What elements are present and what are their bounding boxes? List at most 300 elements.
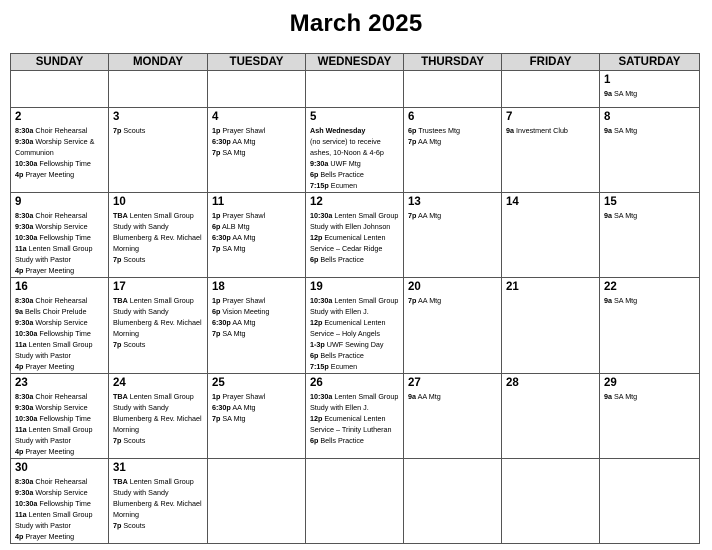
day-number: 8 [604,111,611,123]
event-time: 8:30a [15,477,34,486]
event-time: 9:30a [15,403,34,412]
day-cell [306,108,404,193]
empty-day-cell [404,71,502,108]
event-text: SA Mtg [614,296,638,305]
day-cell [11,278,109,374]
event-text: Choir Rehearsal [35,211,88,220]
event-text: Investment Club [516,126,568,135]
event-time: 1p [212,126,221,135]
event-text: Bells Practice [320,170,364,179]
event-text: SA Mtg [614,211,638,220]
event-item [212,295,301,306]
event-time: 7:15p [310,181,329,190]
event-item [113,254,203,265]
event-time: 7p [212,414,221,423]
weekday-header: THURSDAY [404,54,502,71]
event-time: 9a [604,296,612,305]
event-text: Fellowship Time [39,414,91,423]
event-time: 11a [15,244,27,253]
event-item [408,391,497,402]
event-item [604,210,695,221]
event-text: SA Mtg [222,148,246,157]
event-text: Lenten Small Group Study with Pastor [15,340,93,360]
day-number: 9 [15,196,22,208]
event-time: 6p [310,436,319,445]
event-text: Prayer Meeting [25,170,75,179]
event-time: 7p [408,137,417,146]
event-time: 9a [408,392,416,401]
event-text: AA Mtg [418,137,442,146]
event-item [212,243,301,254]
event-text: (no service) to receive ashes, 10-Noon & 4-6p [310,137,384,157]
event-item [15,446,104,457]
event-text: Trustees Mtg [418,126,460,135]
event-time: 6p [310,170,319,179]
day-number: 13 [408,196,421,208]
day-number: 20 [408,281,421,293]
event-text: ALB Mtg [222,222,250,231]
event-text: Ecumen [330,362,358,371]
event-item [604,125,695,136]
event-time: 6p [408,126,417,135]
empty-day-cell [502,71,600,108]
event-time: 9:30a [310,159,329,168]
day-number: 18 [212,281,225,293]
event-item [15,328,104,339]
day-number: 19 [310,281,323,293]
event-text: Worship Service & Communion [15,137,95,157]
event-item [310,435,399,446]
event-text: Choir Rehearsal [35,296,88,305]
event-item [604,88,695,99]
empty-day-cell [306,71,404,108]
event-text: AA Mtg [232,137,256,146]
event-item [310,391,399,413]
event-item [310,254,399,265]
event-text: Choir Rehearsal [35,392,88,401]
event-time: TBA [113,296,128,305]
day-cell [11,108,109,193]
event-item [212,221,301,232]
event-text: Lenten Small Group Study with Ellen J. [310,392,399,412]
day-cell [208,374,306,459]
event-item [212,232,301,243]
empty-day-cell [404,459,502,544]
event-time: 10:30a [15,499,38,508]
empty-day-cell [208,71,306,108]
day-number: 11 [212,196,225,208]
event-time: 6p [212,307,221,316]
event-item [15,413,104,424]
day-number: 10 [113,196,126,208]
day-number: 27 [408,377,421,389]
event-item [15,391,104,402]
event-item [113,391,203,435]
event-item [212,402,301,413]
event-time: 6p [310,351,319,360]
week-row [11,278,700,374]
event-item [113,435,203,446]
event-text: Lenten Small Group Study with Sandy Blumenberg & Rev. Michael Morning [113,211,202,253]
event-text: Scouts [123,521,146,530]
event-item [15,265,104,276]
day-number: 28 [506,377,519,389]
event-item [113,339,203,350]
event-item [310,158,399,169]
event-item [604,391,695,402]
day-number: 29 [604,377,617,389]
week-row [11,193,700,278]
event-time: 6:30p [212,137,231,146]
event-text: Lenten Small Group Study with Sandy Blumenberg & Rev. Michael Morning [113,392,202,434]
day-number: 3 [113,111,120,123]
event-item [310,232,399,254]
day-number: 26 [310,377,323,389]
empty-day-cell [208,459,306,544]
day-number: 14 [506,196,519,208]
event-time: 7p [212,329,221,338]
day-cell [11,193,109,278]
day-cell [11,459,109,544]
calendar-title: March 2025 [289,10,423,37]
event-time: 6:30p [212,233,231,242]
day-number: 1 [604,74,611,86]
event-text: Prayer Shawl [222,392,266,401]
event-time: 7p [408,211,417,220]
event-item [310,180,399,191]
event-item [113,520,203,531]
event-text: AA Mtg [418,296,442,305]
event-time: 7p [113,340,122,349]
event-item [310,136,399,158]
event-item [15,295,104,306]
day-number: 24 [113,377,126,389]
day-number: 4 [212,111,219,123]
week-row [11,71,700,108]
event-text: Prayer Shawl [222,126,266,135]
event-time: 10:30a [310,211,333,220]
day-number: 30 [15,462,28,474]
event-time: 7p [113,126,122,135]
day-number: 5 [310,111,317,123]
event-item [15,136,104,158]
event-time: 11a [15,510,27,519]
event-time: 8:30a [15,126,34,135]
event-time: 7p [212,244,221,253]
event-item [113,295,203,339]
day-cell [208,278,306,374]
event-text: Lenten Small Group Study with Ellen J. [310,296,399,316]
event-text: Bells Choir Prelude [25,307,87,316]
event-item [408,210,497,221]
event-item [506,125,595,136]
event-time: TBA [113,211,128,220]
event-item [604,295,695,306]
empty-day-cell [11,71,109,108]
event-item [15,210,104,221]
event-text: AA Mtg [417,392,441,401]
weekday-header: FRIDAY [502,54,600,71]
event-item [15,158,104,169]
event-time: 7:15p [310,362,329,371]
event-time: 9:30a [15,222,34,231]
event-time: 10:30a [15,159,38,168]
event-item [212,413,301,424]
event-time: 6:30p [212,318,231,327]
event-time: Ash Wednesday [310,126,366,135]
event-time: 7p [408,296,417,305]
day-cell [600,193,700,278]
event-item [15,361,104,372]
event-item [212,391,301,402]
event-time: 10:30a [310,392,333,401]
event-item [212,210,301,221]
event-item [212,147,301,158]
event-text: Scouts [123,436,146,445]
event-text: Prayer Meeting [25,532,75,541]
event-item [212,328,301,339]
event-item [310,361,399,372]
event-time: 4p [15,447,24,456]
day-cell [600,374,700,459]
weekday-header: SUNDAY [11,54,109,71]
day-cell [404,108,502,193]
event-item [15,317,104,328]
event-time: 11a [15,425,27,434]
weekday-header: SATURDAY [600,54,700,71]
day-number: 25 [212,377,225,389]
event-text: SA Mtg [222,414,246,423]
event-time: 8:30a [15,296,34,305]
event-time: 8:30a [15,392,34,401]
event-time: 1p [212,211,221,220]
event-item [310,125,399,136]
empty-day-cell [306,459,404,544]
event-text: Lenten Small Group Study with Pastor [15,510,93,530]
event-item [15,232,104,243]
event-time: 12p [310,233,323,242]
day-cell [404,374,502,459]
event-text: UWF Mtg [330,159,361,168]
event-text: Prayer Meeting [25,447,75,456]
event-item [212,125,301,136]
event-text: Prayer Meeting [25,362,75,371]
day-number: 12 [310,196,323,208]
event-time: 8:30a [15,211,34,220]
event-text: Ecumenical Lenten Service – Holy Angels [310,318,386,338]
day-number: 16 [15,281,28,293]
event-text: Scouts [123,255,146,264]
event-text: Fellowship Time [39,159,91,168]
event-text: SA Mtg [222,244,246,253]
event-text: Scouts [123,126,146,135]
event-time: 10:30a [15,414,38,423]
event-text: Scouts [123,340,146,349]
event-text: Worship Service [35,488,88,497]
event-text: Fellowship Time [39,233,91,242]
event-text: Lenten Small Group Study with Pastor [15,425,93,445]
event-text: Ecumenical Lenten Service – Cedar Ridge [310,233,386,253]
event-text: Fellowship Time [39,499,91,508]
event-text: Vision Meeting [222,307,270,316]
day-cell [502,278,600,374]
weekday-header-row [11,54,700,71]
event-time: 1p [212,296,221,305]
event-time: 10:30a [15,329,38,338]
week-row [11,459,700,544]
event-time: 6p [310,255,319,264]
event-time: 7p [113,255,122,264]
event-item [15,125,104,136]
event-text: Worship Service [35,318,88,327]
weekday-header: WEDNESDAY [306,54,404,71]
day-cell [502,108,600,193]
day-cell [600,71,700,108]
event-time: 6:30p [212,403,231,412]
day-number: 21 [506,281,519,293]
event-text: AA Mtg [418,211,442,220]
event-item [310,210,399,232]
weekday-header: MONDAY [109,54,208,71]
event-item [310,317,399,339]
event-item [310,413,399,435]
day-number: 6 [408,111,415,123]
event-text: Prayer Shawl [222,296,266,305]
event-item [113,476,203,520]
event-time: 12p [310,414,323,423]
day-number: 22 [604,281,617,293]
event-text: SA Mtg [614,89,638,98]
event-time: 4p [15,532,24,541]
event-time: 9:30a [15,137,34,146]
day-cell [208,108,306,193]
event-text: SA Mtg [222,329,246,338]
event-time: 10:30a [15,233,38,242]
event-time: 9a [604,89,612,98]
event-text: Choir Rehearsal [35,477,88,486]
day-cell [208,193,306,278]
day-cell [109,108,208,193]
event-item [15,169,104,180]
event-text: AA Mtg [232,233,256,242]
day-cell [109,193,208,278]
event-time: 12p [310,318,323,327]
event-time: 1-3p [310,340,325,349]
event-time: 1p [212,392,221,401]
event-text: Ecumenical Lenten Service – Trinity Lutheran [310,414,392,434]
event-text: Worship Service [35,403,88,412]
event-item [113,210,203,254]
event-text: Prayer Meeting [25,266,75,275]
day-number: 23 [15,377,28,389]
day-cell [109,459,208,544]
event-time: 9a [604,126,612,135]
event-text: Bells Practice [320,255,364,264]
event-item [212,317,301,328]
event-text: Bells Practice [320,351,364,360]
day-number: 2 [15,111,22,123]
event-time: 7p [113,436,122,445]
event-text: SA Mtg [614,126,638,135]
empty-day-cell [109,71,208,108]
day-cell [404,278,502,374]
event-item [15,306,104,317]
day-cell [306,278,404,374]
event-item [15,339,104,361]
event-text: AA Mtg [232,318,256,327]
event-time: 9:30a [15,318,34,327]
event-item [212,306,301,317]
event-item [310,295,399,317]
day-number: 17 [113,281,126,293]
event-time: 9a [506,126,514,135]
event-item [15,498,104,509]
event-text: Ecumen [330,181,358,190]
day-cell [306,374,404,459]
day-cell [109,374,208,459]
event-item [15,509,104,531]
event-item [15,243,104,265]
event-text: SA Mtg [614,392,638,401]
event-item [113,125,203,136]
event-text: Bells Practice [320,436,364,445]
event-time: 9a [15,307,23,316]
empty-day-cell [502,459,600,544]
event-time: 6p [212,222,221,231]
event-item [15,221,104,232]
event-text: Worship Service [35,222,88,231]
week-row [11,108,700,193]
day-cell [502,374,600,459]
event-text: Lenten Small Group Study with Ellen Johnson [310,211,399,231]
event-item [310,169,399,180]
event-text: Prayer Shawl [222,211,266,220]
day-number: 15 [604,196,617,208]
day-cell [502,193,600,278]
day-cell [600,278,700,374]
day-cell [600,108,700,193]
event-item [310,339,399,350]
weekday-header: TUESDAY [208,54,306,71]
event-time: 9a [604,392,612,401]
event-item [408,125,497,136]
event-time: 4p [15,266,24,275]
event-item [408,136,497,147]
event-item [15,402,104,413]
event-text: Choir Rehearsal [35,126,88,135]
day-cell [109,278,208,374]
day-number: 31 [113,462,126,474]
event-item [212,136,301,147]
event-text: Lenten Small Group Study with Sandy Blumenberg & Rev. Michael Morning [113,296,202,338]
event-item [408,295,497,306]
event-time: TBA [113,477,128,486]
event-text: Lenten Small Group Study with Pastor [15,244,93,264]
event-time: TBA [113,392,128,401]
event-item [15,487,104,498]
event-item [15,424,104,446]
event-item [15,476,104,487]
day-cell [404,193,502,278]
event-item [310,350,399,361]
event-text: UWF Sewing Day [326,340,384,349]
event-time: 7p [113,521,122,530]
event-text: AA Mtg [232,403,256,412]
event-time: 9a [604,211,612,220]
day-cell [11,374,109,459]
week-row [11,374,700,459]
day-number: 7 [506,111,513,123]
